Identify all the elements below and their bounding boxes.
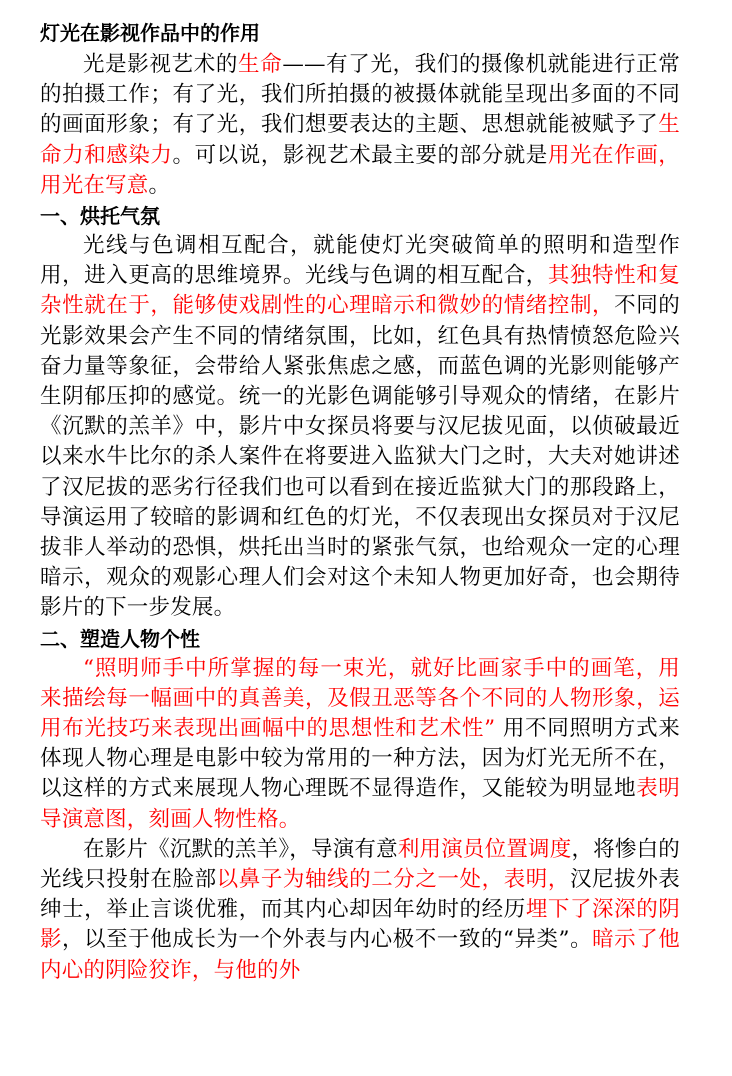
highlighted-text: 生命 (238, 52, 283, 77)
section-heading-character: 二、塑造人物个性 (40, 626, 200, 651)
body-text: 用不同照明方式来体现人物心理是电影中较为常用的一种方法，因为灯光无所不在，以这样的方式来展现人物心理既不显得造作，又能较为明显地 (40, 716, 680, 802)
highlighted-text: “照明师手中所掌握的每一束光，就好比画家手中的画笔，用来描绘每一幅画中的真善美，及假丑恶等各个不同的人物形象，运用布光技巧来表现出画幅中的思想性和艺术性” (40, 655, 680, 742)
highlighted-text: 以鼻子为轴线的二分之一处，表明， (216, 867, 570, 893)
highlighted-text: 表明导演意图，刻画人物性格。 (40, 776, 681, 832)
body-text: ，以至于他成长为一个外表与内心极不一致的“异类”。 (62, 927, 593, 953)
highlighted-text: 其独特性和复杂性就在于，能够使戏剧性的心理暗示和微妙的情绪控制， (40, 263, 681, 319)
body-text: 在影片《沉默的羔羊》，导演有意 (83, 836, 398, 862)
section-heading-atmosphere: 一、烘托气氛 (40, 204, 160, 229)
highlighted-text: 用光在作画，用光在写意 (40, 142, 681, 198)
body-text: 。可以说，影视艺术最主要的部分就是 (172, 142, 548, 168)
character-paragraph-2 (40, 835, 680, 986)
character-paragraph-1 (40, 654, 680, 835)
highlighted-text: 暗示了他内心的阴险狡诈，与他的外 (40, 927, 680, 983)
atmosphere-paragraph (40, 231, 680, 624)
highlighted-text: 利用演员位置调度 (397, 836, 572, 862)
highlighted-text: 生命力和感染力 (40, 112, 680, 168)
body-text: 不同的光影效果会产生不同的情绪氛围，比如，红色具有热情愤怒危险兴奋力量等象征，会带给人紧张焦虑之感，而蓝色调的光影则能够产生阴郁压抑的感觉。统一的光影色调能够引导观众的情绪，在影片《沉默的羔羊》中，影片中女探员将要与汉尼拔见面，以侦破最近以来水牛比尔的杀人案件在将要进入监狱大门之时，大夫对她讲述了汉尼拔的恶劣行径我们也可以看到在接近监狱大门的那段路上，导演运用了较暗的影调和红色的灯光，不仅表现出女探员对于汉尼拔非人举动的恐惧，烘托出当时的紧张气氛，也给观众一定的心理暗示，观众的观影心理人们会对这个未知人物更加好奇，也会期待影片的下一步发展。 (40, 293, 681, 621)
body-text: 。 (148, 172, 171, 198)
document-title: 灯光在影视作品中的作用 (40, 21, 260, 45)
body-text: ，将惨白的光线只投射在脸部 (40, 836, 680, 893)
body-text: 光是影视艺术的 (83, 52, 239, 77)
intro-paragraph (40, 50, 680, 201)
highlighted-text: 埋下了深深的阴影 (40, 897, 681, 953)
body-text: 光线与色调相互配合，就能使灯光突破简单的照明和造型作用，进入更高的思维境界。光线与色调的相互配合， (40, 233, 680, 289)
body-text: ——有了光，我们的摄像机就能进行正常的拍摄工作；有了光，我们所拍摄的被摄体就能呈现出多面的不同的画面形象；有了光，我们想要表达的主题、思想就能被赋予了 (40, 52, 681, 138)
body-text: 汉尼拔外表绅士，举止言谈优雅，而其内心却因年幼时的经历 (40, 867, 680, 923)
